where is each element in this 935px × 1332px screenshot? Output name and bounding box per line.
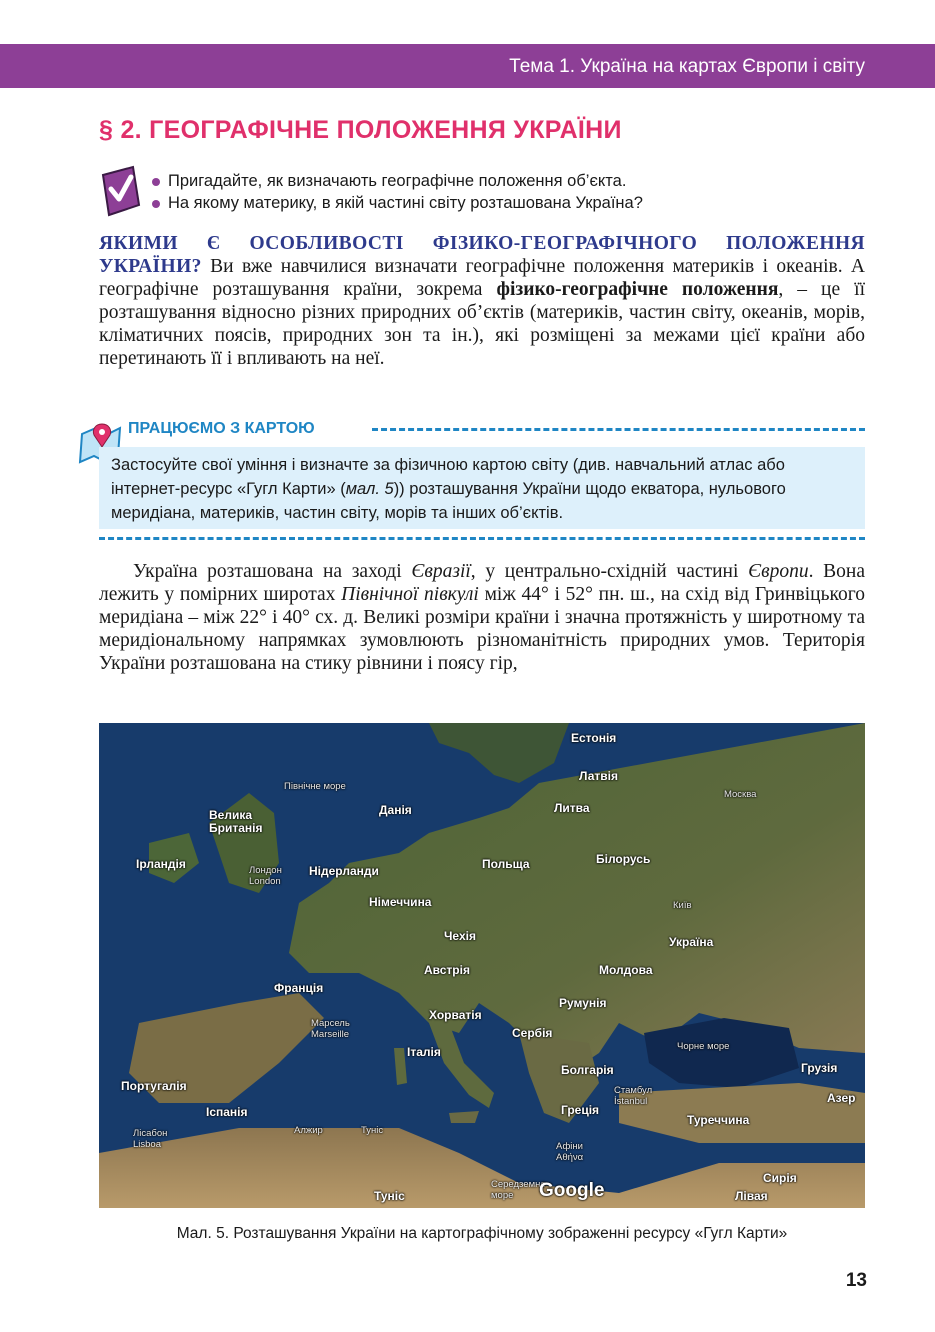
google-logo: Google xyxy=(539,1180,605,1201)
map-label: Лісабон Lisboa xyxy=(133,1128,168,1150)
header-bar xyxy=(0,44,935,88)
satellite-map xyxy=(99,723,865,1208)
map-label: Москва xyxy=(724,789,757,800)
map-label: Німеччина xyxy=(369,895,432,909)
list-item xyxy=(152,170,643,192)
recall-questions xyxy=(152,170,643,214)
map-label: Франція xyxy=(274,981,324,995)
body-s2: , у центрально-східній частині xyxy=(470,561,749,582)
map-label: Греція xyxy=(561,1103,600,1117)
intro-paragraph xyxy=(99,232,865,370)
page-number: 13 xyxy=(845,1270,867,1291)
map-label: Лівая xyxy=(735,1189,768,1203)
body-s4: між 44° і 52° пн. ш., на схід від Гринвіцького меридіана – між 22° і 40° сх. д. Великі розміри країни і значна протяжність у широтному та меридіональному напрямках зумовлюють різноманітність природних умов. Територія України розташована на стику рівнини і поясу гір, xyxy=(99,584,866,674)
map-label: Нідерланди xyxy=(309,864,379,878)
recall-item-1: Пригадайте, як визначають географічне положення об’єкта. xyxy=(168,172,627,190)
bullet-icon xyxy=(152,178,160,186)
map-label: Латвія xyxy=(579,769,618,783)
figure-caption: Мал. 5. Розташування України на картографічному зображенні ресурсу «Гугл Карти» xyxy=(176,1225,788,1242)
bullet-icon xyxy=(152,200,160,208)
term-hemisphere: Північної півкулі xyxy=(341,584,479,605)
intro-question: ЯКИМИ Є ОСОБЛИВОСТІ ФІЗИКО-ГЕОГРАФІЧНОГО ПОЛОЖЕННЯ УКРАЇНИ? xyxy=(99,233,865,277)
divider xyxy=(99,537,865,540)
map-label: Молдова xyxy=(599,963,653,977)
figure-ref: мал. 5 xyxy=(345,480,394,498)
body-s1: Україна розташована на заході xyxy=(133,561,412,582)
recall-item-2: На якому материку, в якій частині світу розташована Україна? xyxy=(168,194,643,212)
topic-title: Тема 1. Україна на картах Європи і світу xyxy=(509,56,865,77)
intro-text-a: Ви вже навчилися визначати географічне положення материків і океанів. А географічне розташування країни, зокрема xyxy=(99,256,865,300)
map-label: Естонія xyxy=(571,731,617,745)
map-label: Київ xyxy=(673,900,692,911)
map-label: Хорватія xyxy=(429,1008,482,1022)
map-label: Північне море xyxy=(284,781,346,792)
task-box xyxy=(99,447,865,529)
map-label: Румунія xyxy=(559,996,607,1010)
map-label: Туніс xyxy=(374,1189,405,1203)
task-heading: ПРАЦЮЄМО З КАРТОЮ xyxy=(128,420,323,438)
map-label: Ірландія xyxy=(136,857,186,871)
map-label: Україна xyxy=(669,935,714,949)
map-label: Данія xyxy=(379,803,412,817)
map-label: Марсель Marseille xyxy=(311,1018,350,1040)
map-label: Іспанія xyxy=(206,1105,248,1119)
task-text-b: )) розташування України щодо екватора, нульового меридіана, материків, частин світу, морів та інших об’єктів. xyxy=(111,480,786,522)
body-s3: . Вона лежить у помірних широтах xyxy=(99,561,865,605)
task-text-a: Застосуйте свої уміння і визначте за фізичною картою світу (див. навчальний атлас або інтернет-ресурс «Гугл Карти» ( xyxy=(111,456,785,498)
map-label: Афіни Αθήνα xyxy=(556,1141,584,1163)
map-label: Польща xyxy=(482,857,530,871)
divider xyxy=(372,428,865,431)
map-label: Туніс xyxy=(361,1125,384,1136)
intro-text-b: , – це її розташування відносно різних природних об’єктів (материків, частин світу, океанів, морів, кліматичних поясів, природних зон та ін.), які розміщені за межами цієї країни або перетинають її і впливають на неї. xyxy=(99,279,865,369)
map-label: Туреччина xyxy=(687,1113,750,1127)
term-europe: Європи xyxy=(748,561,809,582)
map-label: Алжир xyxy=(294,1125,323,1136)
intro-term: фізико-географічне положення xyxy=(496,279,779,300)
map-label: Литва xyxy=(554,801,590,815)
body-paragraph xyxy=(99,560,865,675)
map-label: Болгарія xyxy=(561,1063,614,1077)
term-eurasia: Євразії xyxy=(411,561,471,582)
list-item xyxy=(152,192,643,214)
map-label: Португалія xyxy=(121,1079,187,1093)
map-label: Азер xyxy=(827,1091,856,1105)
map-label: Сирія xyxy=(763,1171,797,1185)
task-text xyxy=(111,453,856,525)
map-label: Чорне море xyxy=(677,1041,730,1052)
map-label: Сербія xyxy=(512,1026,553,1040)
section-title: § 2. ГЕОГРАФІЧНЕ ПОЛОЖЕННЯ УКРАЇНИ xyxy=(99,116,622,144)
map-label: Грузія xyxy=(801,1061,838,1075)
map-label: Середземне море xyxy=(491,1179,546,1201)
map-label: Лондон London xyxy=(249,865,282,887)
map-label: Білорусь xyxy=(596,852,651,866)
map-label: Стамбул İstanbul xyxy=(614,1085,653,1107)
map-label: Велика Британія xyxy=(209,808,263,835)
map-label: Італія xyxy=(407,1045,441,1059)
map-label: Австрія xyxy=(424,963,470,977)
map-label: Чехія xyxy=(444,929,476,943)
checkmark-icon xyxy=(99,165,141,217)
